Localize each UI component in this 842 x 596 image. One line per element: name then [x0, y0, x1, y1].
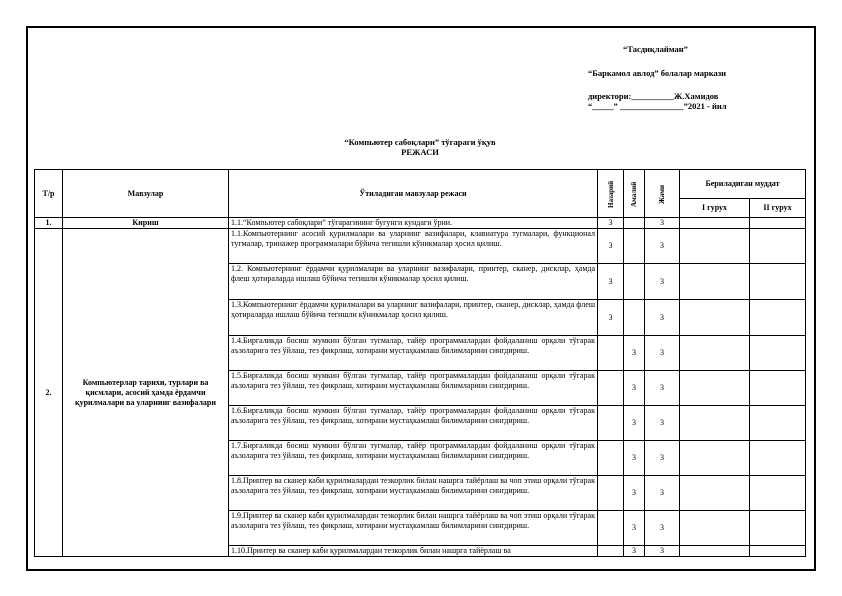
header-theory: Назарий	[606, 179, 615, 208]
row-theory	[598, 476, 624, 511]
row-group2	[750, 476, 806, 511]
row-group2	[750, 511, 806, 546]
row-practice: 3	[624, 371, 645, 406]
row-practice	[624, 300, 645, 336]
plan-title	[300, 137, 540, 157]
approval-title: “Тасдиқлайман”	[623, 44, 688, 54]
row-plan-text: 1.1.Компьютернинг асосий қурилмалари ва уларнинг вазифалари, клавиатура тугмалари, функционал тугмалар, тринажер программалари бўйича тегишли кўникмалар ҳосил қилиш.	[229, 229, 598, 264]
row-group1	[680, 336, 750, 371]
row-group2	[750, 336, 806, 371]
row-group1	[680, 511, 750, 546]
row-group1	[680, 300, 750, 336]
row-theory	[598, 336, 624, 371]
row-plan-text: 1.5.Биргаликда босиш мумкин бўлган тугмалар, тайёр программалардан фойдаланиш орқали тўгарак аъзоларига тез ўйлаш, тез фикрлаш, хотирани мустаҳкамлаш билимларини сингдириш.	[229, 371, 598, 406]
row-theory	[598, 546, 624, 557]
row-plan-text: 1.4.Биргаликда босиш мумкин бўлган тугмалар, тайёр программалардан фойдаланиш орқали тўгарак аъзоларига тез ўйлаш, тез фикрлаш, хотирани мустаҳкамлаш билимларини сингдириш.	[229, 336, 598, 371]
header-practice-cell	[624, 170, 645, 218]
row-total: 3	[645, 546, 680, 557]
header-topics: Мавзулар	[63, 170, 229, 218]
row-topic: Компьютерлар тарихи, турлари ва қисмлари, асосий ҳамда ёрдамчи қурилмалари ва уларнинг вазифалари	[63, 229, 229, 557]
row-practice: 3	[624, 441, 645, 476]
row-practice: 3	[624, 511, 645, 546]
row-group1	[680, 476, 750, 511]
approval-director: директори:__________Ж.Хамидов	[588, 91, 719, 101]
row-group1	[680, 441, 750, 476]
row-total: 3	[645, 218, 680, 229]
row-total: 3	[645, 476, 680, 511]
table-header-row	[35, 170, 806, 199]
row-practice: 3	[624, 546, 645, 557]
row-total: 3	[645, 264, 680, 300]
row-theory: 3	[598, 300, 624, 336]
row-total: 3	[645, 300, 680, 336]
row-group1	[680, 371, 750, 406]
plan-title-line2: РЕЖАСИ	[401, 147, 439, 157]
header-practice: Амалий	[630, 180, 638, 207]
row-theory: 3	[598, 229, 624, 264]
approval-date: “_____” _______________”2021 - йил	[588, 101, 727, 111]
table-row	[35, 229, 806, 264]
header-theory-cell	[598, 170, 624, 218]
header-group2: II гурух	[750, 199, 806, 218]
row-total: 3	[645, 336, 680, 371]
row-total: 3	[645, 371, 680, 406]
row-group1	[680, 229, 750, 264]
row-group2	[750, 441, 806, 476]
row-group2	[750, 264, 806, 300]
header-total-cell	[645, 170, 680, 218]
row-group1	[680, 264, 750, 300]
row-plan-text: 1.9.Принтер ва сканер каби қурилмалардан тезкорлик билан нашрга тайёрлаш ва чоп этиш орқали тўгарак аъзоларига тез ўйлаш, тез фикрлаш, хотирани мустаҳкамлаш билимларини сингдириш.	[229, 511, 598, 546]
curriculum-table	[34, 169, 806, 557]
row-practice: 3	[624, 476, 645, 511]
row-practice	[624, 229, 645, 264]
header-total: Жами	[658, 183, 666, 204]
row-practice	[624, 264, 645, 300]
row-plan-text: 1.8.Принтер ва сканер каби қурилмалардан тезкорлик билан нашрга тайёрлаш ва чоп этиш орқали тўгарак аъзоларига тез ўйлаш, тез фикрлаш, хотирани мустаҳкамлаш билимларини сингдириш.	[229, 476, 598, 511]
header-plan: Ўтиладиган мавзулар режаси	[229, 170, 598, 218]
row-group2	[750, 229, 806, 264]
row-practice: 3	[624, 406, 645, 441]
row-plan-text: 1.3.Компьютернинг ёрдамчи қурилмалари ва уларнинг вазифалари, принтер, сканер, дисклар, ҳамда флеш ҳотираларда ишлаш бўйича тегишли кўникмалар ҳосил қилиш.	[229, 300, 598, 336]
header-num: Т/р	[35, 170, 63, 218]
table-row	[35, 218, 806, 229]
row-num: 2.	[35, 229, 63, 557]
row-group2	[750, 371, 806, 406]
row-total: 3	[645, 441, 680, 476]
row-plan-text: 1.10.Принтер ва сканер каби қурилмалардан тезкорлик билан нашрга тайёрлаш ва	[229, 546, 598, 557]
row-group1	[680, 406, 750, 441]
row-theory	[598, 371, 624, 406]
row-plan-text: 1.2. Компьютернинг ёрдамчи қурилмалари ва уларнинг вазифалари, принтер, сканер, дисклар, ҳамда флеш ҳотираларда ишлаш бўйича тегишли кўникмалар ҳосил қилиш.	[229, 264, 598, 300]
row-theory: 3	[598, 264, 624, 300]
row-group2	[750, 218, 806, 229]
row-theory	[598, 511, 624, 546]
row-total: 3	[645, 511, 680, 546]
row-group1	[680, 218, 750, 229]
row-num: 1.	[35, 218, 63, 229]
header-group1: I гурух	[680, 199, 750, 218]
row-plan-text: 1.6.Биргаликда босиш мумкин бўлган тугмалар, тайёр программалардан фойдаланиш орқали тўгарак аъзоларига тез ўйлаш, тез фикрлаш, хотирани мустаҳкамлаш билимларини сингдириш.	[229, 406, 598, 441]
header-duration: Бериладиган муддат	[680, 170, 806, 199]
row-total: 3	[645, 229, 680, 264]
plan-title-line1: “Компьютер сабоқлари” тўгараги ўқув	[344, 137, 496, 147]
row-theory	[598, 406, 624, 441]
row-group2	[750, 300, 806, 336]
row-plan-text: 1.1.“Компьютер сабоқлари” тўгарагининг бугунги кундаги ўрни.	[229, 218, 598, 229]
row-practice	[624, 218, 645, 229]
row-plan-text: 1.7.Биргаликда босиш мумкин бўлган тугмалар, тайёр программалардан фойдаланиш орқали тўгарак аъзоларига тез ўйлаш, тез фикрлаш, хотирани мустаҳкамлаш билимларини сингдириш.	[229, 441, 598, 476]
approval-organization: “Баркамол авлод” болалар маркази	[588, 68, 727, 78]
row-theory	[598, 441, 624, 476]
row-group2	[750, 546, 806, 557]
row-group1	[680, 546, 750, 557]
row-practice: 3	[624, 336, 645, 371]
row-theory: 3	[598, 218, 624, 229]
row-group2	[750, 406, 806, 441]
row-total: 3	[645, 406, 680, 441]
row-topic: Кириш	[63, 218, 229, 229]
